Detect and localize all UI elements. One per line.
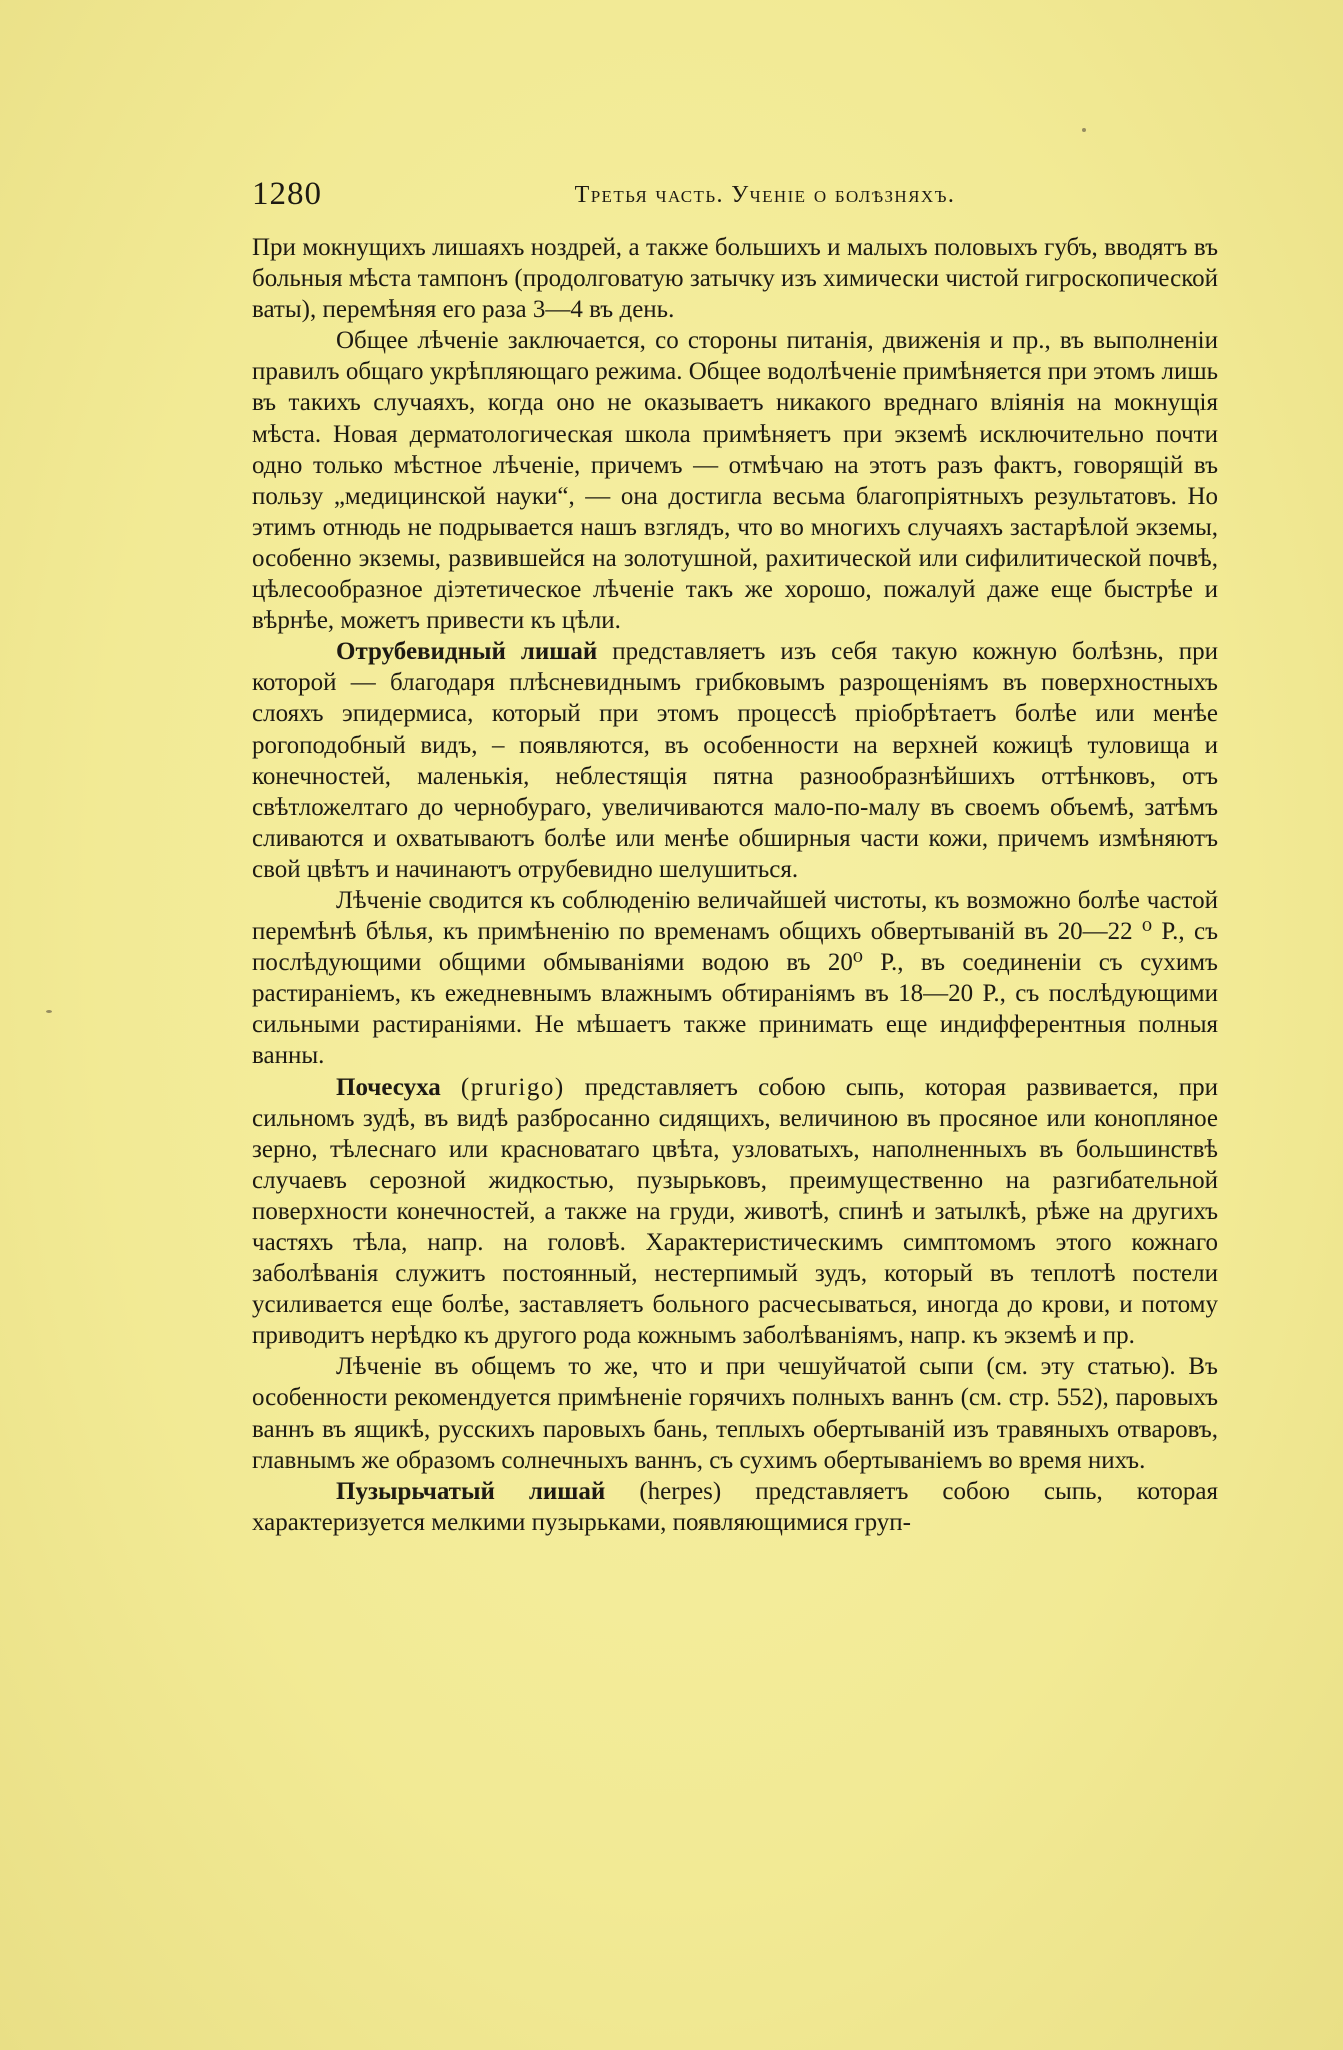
paragraph-prurigo: [252, 1072, 1218, 1352]
paragraph-pityriasis-treatment: Лѣченіе сводится къ соблюденію величайшей чистоты, къ возможно болѣе частой перемѣнѣ бѣлья, къ примѣненію по временамъ общихъ обвертываній въ 20—22 ⁰ Р., съ послѣдующими общими обмываніями водою въ 20⁰ Р., въ соединеніи съ сухимъ растираніемъ, къ ежедневнымъ влажнымъ обтираніямъ въ 18—20 Р., съ послѣдующими сильными растираніями. Не мѣшаетъ также принимать еще индифферентныя полныя ванны.: [252, 886, 1218, 1070]
paragraph-wet-lichen-tampons: При мокнущихъ лишаяхъ ноздрей, а также большихъ и малыхъ половыхъ губъ, вводятъ въ больныя мѣста тампонъ (продолговатую затычку изъ химически чистой гигроскопической ваты), перемѣняя его раза 3—4 въ день.: [252, 234, 1218, 324]
paper-speck: [46, 1010, 52, 1013]
paragraph-text: представляетъ собою сыпь, которая развивается, при сильномъ зудѣ, въ видѣ разбросанно сидящихъ, величиною въ просяное или конопляное зерно, тѣлеснаго или красноватаго цвѣта, узловатыхъ, наполненныхъ въ большинствѣ случаевъ серозной жидкостью, пузырьковъ, преимущественно на разгибательной поверхности конечностей, а также на груди, животѣ, спинѣ и затылкѣ, рѣже на другихъ частяхъ тѣла, напр. на головѣ. Характеристическимъ симптомомъ этого кожнаго заболѣванія служитъ постоянный, нестерпимый зудъ, который въ теплотѣ постели усиливается еще болѣе, заставляетъ больного расчесываться, иногда до крови, и потому приводитъ нерѣдко къ другого рода кожнымъ заболѣваніямъ, напр. къ экземѣ и пр.: [252, 1073, 1219, 1350]
paragraph-general-treatment: Общее лѣченіе заключается, со стороны питанія, движенія и пр., въ выполненіи правилъ общаго укрѣпляющаго режима. Общее водолѣченіе примѣняется при этомъ лишь въ такихъ случаяхъ, когда оно не оказываетъ никакого вреднаго вліянія на мокнущія мѣста. Новая дерматологическая школа примѣняетъ при экземѣ исключительно почти одно только мѣстное лѣченіе, причемъ — отмѣчаю на этотъ разъ фактъ, говорящій въ пользу „медицинской науки“, — она достигла весьма благопріятныхъ результатовъ. Но этимъ отнюдь не подрывается нашъ взглядъ, что во многихъ случаяхъ застарѣлой экземы, особенно экземы, развившейся на золотушной, рахитической или сифилитической почвѣ, цѣлесообразное діэтетическое лѣченіе такъ же хорошо, пожалуй даже еще быстрѣе и вѣрнѣе, можетъ привести къ цѣли.: [252, 327, 1218, 635]
book-page: [252, 176, 1218, 1538]
paragraph-text: представляетъ изъ себя такую кожную болѣзнь, при которой — благодаря плѣсневиднымъ грибковымъ разрощеніямъ въ поверхностныхъ слояхъ эпидермиса, который при этомъ процессѣ пріобрѣтаетъ болѣе или менѣе рогоподобный видъ, – появляются, въ особенности на верхней кожицѣ туловища и конечностей, маленькія, неблестящія пятна разнообразнѣйшихъ оттѣнковъ, отъ свѣтложелтаго до чернобураго, увеличиваются мало-по-малу въ своемъ объемѣ, затѣмъ сливаются и охватываютъ болѣе или менѣе обширныя части кожи, причемъ измѣняютъ свой цвѣтъ и начинаютъ отрубевидно шелушиться.: [252, 638, 1219, 883]
page-header: [252, 176, 1218, 222]
latin-term-herpes: (herpes): [639, 1477, 722, 1505]
paper-speck: [1082, 128, 1086, 132]
paragraph-prurigo-treatment: Лѣченіе въ общемъ то же, что и при чешуйчатой сыпи (см. эту статью). Въ особенности рекомендуется примѣненіе горячихъ полныхъ ваннъ (см. стр. 552), паровыхъ ваннъ въ ящикѣ, русскихъ паровыхъ бань, теплыхъ обертываній изъ травяныхъ отваровъ, главнымъ же образомъ солнечныхъ ваннъ, съ сухимъ обертываніемъ во время нихъ.: [252, 1353, 1218, 1474]
paragraph-herpes: [252, 1476, 1218, 1538]
latin-term-prurigo: (prurigo): [460, 1073, 565, 1101]
running-title: Третья часть. Ученіе о болѣзняхъ.: [574, 182, 956, 208]
term-pityriasis: Отрубевидный лишай: [336, 638, 598, 666]
page-body: [252, 232, 1218, 1538]
paragraph-text: представляетъ собою сыпь, которая характеризуется мелкими пузырьками, появляющимися груп-: [252, 1477, 1219, 1536]
term-herpes: Пузырьчатый лишай: [336, 1477, 606, 1505]
page-number: 1280: [252, 176, 322, 212]
term-prurigo: Почесуха: [336, 1073, 441, 1101]
paragraph-pityriasis: [252, 636, 1218, 885]
